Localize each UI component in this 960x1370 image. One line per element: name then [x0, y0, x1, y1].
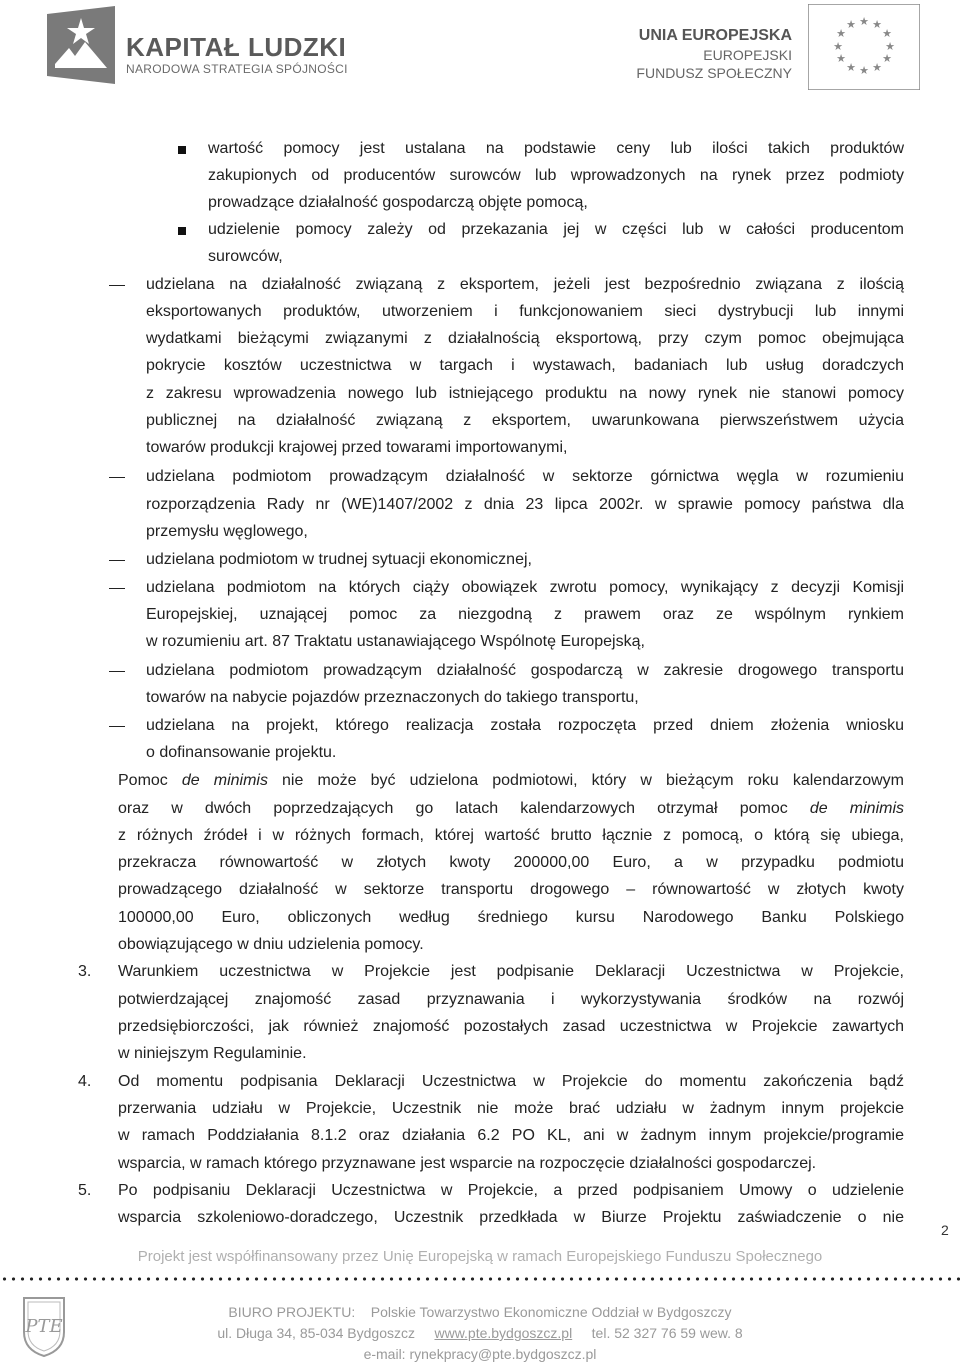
bullet-icon	[178, 227, 186, 235]
text-line: przekracza równowartość w złotych kwoty 200000,00 Euro, a w przypadku podmiotu	[118, 854, 904, 871]
svg-text:★: ★	[882, 27, 892, 40]
text-line: Warunkiem uczestnictwa w Projekcie jest podpisanie Deklaracji Uczestnictwa w Projekcie,	[118, 963, 904, 980]
text-line: surowców,	[208, 248, 283, 265]
eu-fund-line: FUNDUSZ SPOŁECZNY	[636, 65, 792, 81]
text-line: przerwania udziału w Projekcie, Uczestnik nie może brać udziału w żadnym innym projekcie	[118, 1100, 904, 1117]
dotted-divider	[0, 1276, 960, 1282]
svg-text:★: ★	[836, 52, 846, 65]
text-line: Po podpisaniu Deklaracji Uczestnictwa w Projekcie, a przed podpisaniem Umowy o udzielenie	[118, 1182, 904, 1199]
text-line: oraz w dwóch poprzedzających go latach kalendarzowych otrzymał pomoc de minimis	[118, 800, 905, 817]
text-line: udzielana na projekt, którego realizacja została rozpoczęta przed dniem złożenia wniosku	[146, 717, 904, 734]
svg-text:★: ★	[836, 27, 846, 40]
text-line: towarów produkcji krajowej przed towarami importowanymi,	[146, 439, 568, 456]
text-line: zakupionych od producentów surowców lub wprowadzonych na rynek przez podmioty	[208, 167, 904, 184]
text-line: rozporządzenia Rady nr (WE)1407/2002 z dnia 23 lipca 2002r. w sprawie pomocy państwa dla	[146, 496, 904, 513]
dash-icon	[109, 588, 125, 589]
text-line: prowadzące działalność gospodarczą objęte pomocą,	[208, 194, 588, 211]
svg-text:★: ★	[872, 61, 882, 74]
text-line: przemysłu węglowego,	[146, 523, 308, 540]
text-line: w rozumieniu art. 87 Traktatu ustanawiającego Wspólnotę Europejską,	[146, 633, 645, 650]
financing-note: Projekt jest współfinansowany przez Unię Europejską w ramach Europejskiego Funduszu Społecznego	[137, 1248, 823, 1265]
text-line: z różnych źródeł i w różnych formach, której wartość brutto łącznie z pomocą, o którą się ubiega,	[118, 827, 904, 844]
list-number: 5.	[78, 1182, 92, 1199]
text-line: Pomoc de minimis nie może być udzielona podmiotowi, który w bieżącym roku kalendarzowym	[118, 772, 904, 789]
text-line: wydatkami bieżącymi związanymi z działalnością eksportową, przy czym pomoc obejmująca	[146, 330, 904, 347]
svg-text:★: ★	[872, 18, 882, 31]
text-line: obowiązującego w dniu udzielenia pomocy.	[118, 936, 424, 953]
kapital-ludzki-title: KAPITAŁ LUDZKI	[126, 32, 347, 62]
bullet-icon	[178, 146, 186, 154]
footer-contact	[0, 1302, 960, 1365]
text-line: udzielenie pomocy zależy od przekazania jej w części lub w całości producentom	[208, 221, 904, 238]
text-line: udzielana podmiotom w trudnej sytuacji ekonomicznej,	[146, 551, 532, 568]
kapital-ludzki-subtitle: NARODOWA STRATEGIA SPÓJNOŚCI	[126, 62, 348, 76]
text-line: potwierdzającej znajomość zasad przyznawania i wykorzystywania środków na rozwój	[118, 991, 904, 1008]
office-phone: tel. 52 327 76 59 wew. 8	[591, 1325, 743, 1341]
text-line: Europejskiej, uznającej pomoc za niezgodną z prawem oraz ze wspólnym rynkiem	[146, 606, 904, 623]
text-line: udzielana podmiotom prowadzącym działalność gospodarczą w zakresie drogowego transportu	[146, 662, 904, 679]
text-line: wsparcia, w ramach którego przyznawane jest wsparcie na rozpoczęcie działalności gospodarczej.	[118, 1155, 817, 1172]
text-line: Od momentu podpisania Deklaracji Uczestnictwa w Projekcie do momentu zakończenia bądź	[118, 1073, 904, 1090]
text-line: udzielana podmiotom na których ciąży obowiązek zwrotu pomocy, wynikający z decyzji Komisji	[146, 579, 904, 596]
svg-text:★: ★	[846, 61, 856, 74]
text-line: wsparcia szkoleniowo-doradczego, Uczestnik przedkłada w Biurze Projektu zaświadczenie o nie	[118, 1209, 904, 1226]
eu-flag-logo	[808, 4, 920, 90]
text-line: o dofinansowanie projektu.	[146, 744, 337, 761]
svg-text:★: ★	[882, 52, 892, 65]
svg-text:★: ★	[833, 40, 843, 53]
dash-icon	[109, 671, 125, 672]
dash-icon	[109, 560, 125, 561]
text-line: w ramach Poddziałania 8.1.2 oraz działania 6.2 PO KL, ani w żadnym innym projekcie/programie	[118, 1127, 904, 1144]
text-line: przedsiębiorczości, jak również znajomość pozostałych zasad uczestnictwa w Projekcie zawartych	[118, 1018, 904, 1035]
svg-text:★: ★	[846, 18, 856, 31]
svg-text:★: ★	[859, 64, 869, 77]
page-header	[0, 0, 960, 100]
kapital-ludzki-logo	[45, 4, 117, 86]
text-line: udzielana podmiotom prowadzącym działalność w sektorze górnictwa węgla w rozumieniu	[146, 468, 904, 485]
list-number: 4.	[78, 1073, 92, 1090]
office-label: BIURO PROJEKTU:	[228, 1304, 356, 1320]
dash-icon	[109, 477, 125, 478]
text-line: pokrycie kosztów uczestnictwa w targach i wystawach, badaniach lub usług doradczych	[146, 357, 904, 374]
text-line: publicznej na działalność związaną z eksportem, uwarunkowana pierwszeństwem użycia	[146, 412, 904, 429]
text-line: wartość pomocy jest ustalana na podstawie ceny lub ilości takich produktów	[208, 140, 904, 157]
dash-icon	[109, 726, 125, 727]
office-address: ul. Długa 34, 85-034 Bydgoszcz	[217, 1325, 416, 1341]
svg-text:PTE: PTE	[25, 1316, 63, 1337]
svg-text:★: ★	[885, 40, 895, 53]
text-line: z zakresu wprowadzenia nowego lub istniejącego produktu na nowy rynek nie stanowi pomocy	[146, 385, 904, 402]
page-number: 2	[941, 1222, 949, 1238]
text-line: w niniejszym Regulaminie.	[118, 1045, 307, 1062]
text-line: prowadzącego działalność w sektorze transportu drogowego – równowartość w złotych kwoty	[118, 881, 904, 898]
office-email[interactable]: e-mail: rynekpracy@pte.bydgoszcz.pl	[363, 1346, 597, 1362]
dash-icon	[109, 285, 125, 286]
text-line: udzielana na działalność związaną z eksportem, jeżeli jest bezpośrednio związana z ilością	[146, 276, 904, 293]
eu-fund-line: EUROPEJSKI	[703, 47, 792, 63]
office-name: Polskie Towarzystwo Ekonomiczne Oddział w Bydgoszczy	[370, 1304, 732, 1320]
svg-text:★: ★	[859, 15, 869, 28]
text-line: towarów na nabycie pojazdów przeznaczonych do takiego transportu,	[146, 689, 639, 706]
text-line: eksportowanych produktów, utworzeniem i funkcjonowaniem sieci dystrybucji lub innymi	[146, 303, 904, 320]
website-link[interactable]: www.pte.bydgoszcz.pl	[434, 1325, 573, 1341]
eu-title: UNIA EUROPEJSKA	[638, 27, 792, 44]
list-number: 3.	[78, 963, 92, 980]
text-line: 100000,00 Euro, obliczonych według średniego kursu Narodowego Banku Polskiego	[118, 909, 904, 926]
